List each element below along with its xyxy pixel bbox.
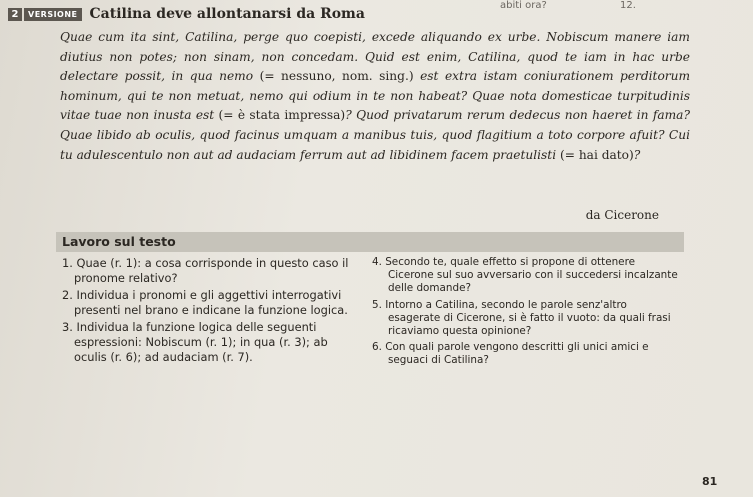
version-badge: VERSIONE	[24, 8, 82, 21]
exercise-number-badge: 2	[8, 8, 22, 21]
exercises-section-header: Lavoro sul testo	[56, 232, 684, 252]
scrap-right-text: 12.	[619, 0, 636, 11]
latin-passage	[60, 28, 690, 165]
previous-page-scrap	[500, 0, 706, 11]
latin-part-3: ? Quod privatarum rerum dedecus non haeret in fama? Quae libido ab oculis, quod facinus umquam a manibus tuis, quod flagitium a toto corpore afuit? Cui tu adulescentulo non aut ad audaciam ferrum aut ad libidinem facem praetulisti	[60, 108, 690, 162]
exercise-question: 5. Intorno a Catilina, secondo le parole senz'altro esagerate di Cicerone, si è fatto il vuoto: da quali frasi ricaviamo questa opinione?	[372, 298, 671, 338]
exercise-question: 4. Secondo te, quale effetto si propone di ottenere Cicerone sul suo avversario con il succedersi incalzante delle domande?	[372, 256, 678, 295]
exercise-question: 1. Quae (r. 1): a cosa corrisponde in questo caso il pronome relativo?	[62, 256, 349, 285]
exercise-question: 3. Individua la funzione logica delle seguenti espressioni: Nobiscum (r. 1); in qua (r. 3); ab oculis (r. 6); ad audaciam (r. 7).	[62, 320, 328, 364]
page-number: 81	[702, 475, 718, 488]
scrap-left-text: abiti ora?	[500, 0, 547, 11]
exercise-title: Catilina deve allontanarsi da Roma	[89, 6, 365, 22]
exercises-left-column	[62, 256, 364, 367]
exercise-question: 2. Individua i pronomi e gli aggettivi interrogativi presenti nel brano e indicane la funzione logica.	[62, 288, 348, 317]
source-attribution: da Cicerone	[585, 208, 659, 222]
latin-part-4: ?	[633, 147, 641, 162]
gloss-1: (= nessuno, nom. sing.)	[253, 69, 421, 84]
gloss-3: (= hai dato)	[556, 147, 634, 162]
exercises-right-column	[372, 256, 682, 371]
exercise-question: 6. Con quali parole vengono descritti gli unici amici e seguaci di Catilina?	[372, 341, 649, 367]
exercise-header	[8, 6, 365, 22]
latin-part-1: Quae cum ita sint, Catilina, perge quo coepisti, excede aliquando ex urbe. Nobiscum manere iam diutius non potes; non sinam, non concedam. Quid est enim, Catilina, quod te iam in hac urbe delectare possit, in qua nemo	[60, 30, 690, 84]
latin-part-2: est extra istam coniurationem perditorum hominum, qui te non metuat, nemo qui odium in te non habeat? Quae nota domesticae turpitudinis vitae tuae non inusta est	[60, 69, 691, 123]
gloss-2: (= è stata impressa)	[214, 108, 346, 123]
